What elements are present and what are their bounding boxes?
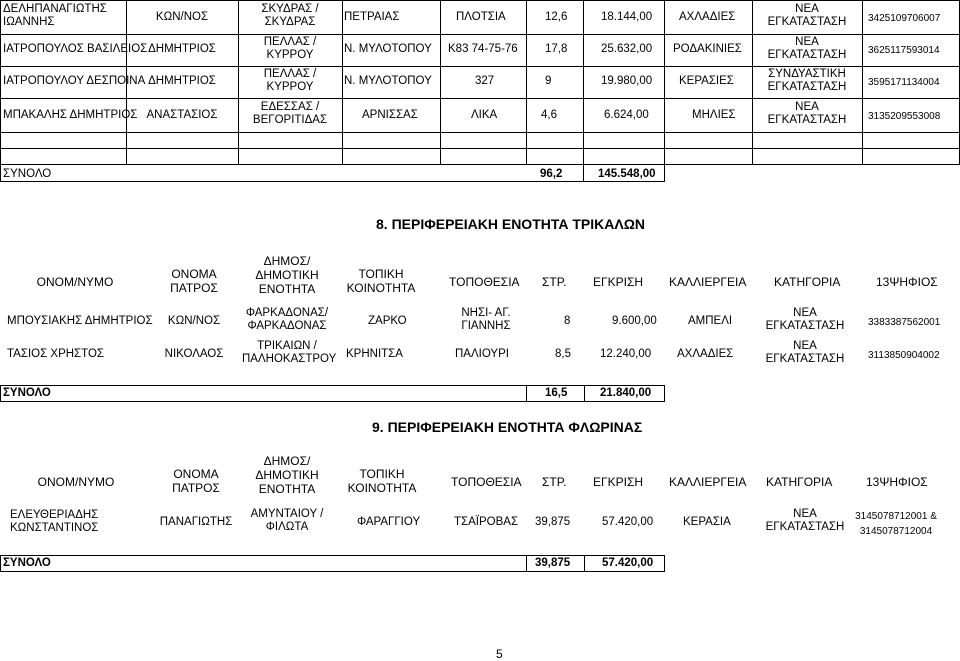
total-approval: 145.548,00	[598, 168, 656, 180]
total-approval: 21.840,00	[600, 387, 652, 399]
header-community: ΤΟΠΙΚΗ ΚΟΙΝΟΤΗΤΑ	[346, 267, 416, 295]
community-cell: ΠΕΤΡΑΙΑΣ	[344, 11, 400, 23]
section-9-title: 9. ΠΕΡΙΦΕΡΕΙΑΚΗ ΕΝΟΤΗΤΑ ΦΛΩΡΙΝΑΣ	[372, 419, 643, 435]
location-cell: ΠΛΟΤΣΙΑ	[456, 11, 506, 23]
location-cell: 327	[475, 75, 495, 87]
crop-cell: ΑΜΠΕΛΙ	[688, 315, 733, 327]
category-cell: ΝΕΑ ΕΓΚΑΤΑΣΤΑΣΗ	[767, 101, 847, 126]
category-cell: ΝΕΑ ΕΓΚΑΤΑΣΤΑΣΗ	[765, 307, 845, 332]
municipality-cell: ΣΚΥΔΡΑΣ / ΣΚΥΔΡΑΣ	[261, 3, 319, 28]
header-crop: ΚΑΛΛΙΕΡΓΕΙΑ	[669, 475, 747, 489]
afm-cell: 3145078712001 & 3145078712004	[855, 511, 937, 537]
area-cell: 8	[564, 315, 571, 327]
location-cell: ΠΑΛΙΟΥΡΙ	[455, 348, 509, 360]
community-cell: Ν. ΜΥΛΟΤΟΠΟΥ	[344, 43, 432, 55]
father-cell: ΚΩΝ/ΝΟΣ	[167, 315, 221, 327]
location-cell: ΤΣΑΪΡΟΒΑΣ	[454, 516, 519, 528]
father-cell: ΝΙΚΟΛΑΟΣ	[164, 348, 224, 360]
approval-cell: 12.240,00	[600, 348, 652, 360]
afm-cell: 3625117593014	[868, 45, 940, 56]
father-cell: ΑΝΑΣΤΑΣΙΟΣ	[146, 109, 218, 121]
municipality-cell: ΑΜΥΝΤΑΙΟΥ / ΦΙΛΩΤΑ	[250, 508, 324, 533]
community-cell: ΖΑΡΚΟ	[368, 315, 407, 327]
header-area: ΣΤΡ.	[542, 475, 567, 489]
father-cell: ΚΩΝ/ΝΟΣ	[155, 11, 209, 23]
name-cell: ΤΑΣΙΟΣ ΧΡΗΣΤΟΣ	[7, 348, 105, 360]
location-cell: ΝΗΣΙ- ΑΓ. ΓΙΑΝΝΗΣ	[461, 307, 511, 332]
total-label: ΣΥΝΟΛΟ	[3, 557, 51, 569]
category-cell: ΝΕΑ ΕΓΚΑΤΑΣΤΑΣΗ	[767, 3, 847, 28]
category-cell: ΝΕΑ ΕΓΚΑΤΑΣΤΑΣΗ	[767, 36, 847, 61]
header-community: ΤΟΠΙΚΗ ΚΟΙΝΟΤΗΤΑ	[347, 467, 417, 495]
category-cell: ΝΕΑ ΕΓΚΑΤΑΣΤΑΣΗ	[765, 508, 845, 533]
area-cell: 39,875	[535, 516, 571, 528]
crop-cell: ΑΧΛΑΔΙΕΣ	[677, 348, 734, 360]
name-cell: ΜΠΑΚΑΛΗΣ ΔΗΜΗΤΡΙΟΣ	[3, 109, 138, 121]
crop-cell: ΚΕΡΑΣΙΕΣ	[679, 75, 734, 87]
municipality-cell: ΠΕΛΛΑΣ / ΚΥΡΡΟΥ	[263, 68, 317, 93]
header-name: ΟΝΟΜ/ΝΥΜΟ	[36, 275, 114, 289]
header-father: ΟΝΟΜΑ ΠΑΤΡΟΣ	[172, 467, 220, 495]
area-cell: 4,6	[541, 109, 557, 121]
approval-cell: 57.420,00	[602, 516, 654, 528]
father-cell: ΠΑΝΑΓΙΩΤΗΣ	[159, 516, 233, 528]
name-cell: ΙΑΤΡΟΠΟΥΛΟΣ ΒΑΣΙΛΕΙΟΣ	[3, 43, 148, 55]
area-cell: 12,6	[545, 11, 568, 23]
header-approval: ΕΓΚΡΙΣΗ	[593, 475, 644, 489]
header-area: ΣΤΡ.	[542, 275, 567, 289]
total-label: ΣΥΝΟΛΟ	[3, 168, 52, 180]
municipality-cell: ΦΑΡΚΑΔΟΝΑΣ/ ΦΑΡΚΑΔΟΝΑΣ	[245, 307, 329, 332]
approval-cell: 18.144,00	[601, 11, 653, 23]
approval-cell: 6.624,00	[604, 109, 649, 121]
total-approval: 57.420,00	[602, 557, 654, 569]
approval-cell: 25.632,00	[601, 43, 653, 55]
header-crop: ΚΑΛΛΙΕΡΓΕΙΑ	[669, 275, 747, 289]
father-cell: ΔΗΜΗΤΡΙΟΣ	[148, 43, 216, 55]
crop-cell: ΚΕΡΑΣΙΑ	[683, 516, 731, 528]
community-cell: Ν. ΜΥΛΟΤΟΠΟΥ	[344, 75, 432, 87]
area-cell: 8,5	[555, 348, 571, 360]
crop-cell: ΑΧΛΑΔΙΕΣ	[679, 11, 736, 23]
name-cell: ΕΛΕΥΘΕΡΙΑΔΗΣ ΚΩΝΣΤΑΝΤΙΝΟΣ	[10, 509, 99, 534]
total-area: 16,5	[545, 387, 568, 399]
total-area: 96,2	[540, 168, 563, 180]
header-afm: 13ΨΗΦΙΟΣ	[866, 475, 928, 489]
section-8-title: 8. ΠΕΡΙΦΕΡΕΙΑΚΗ ΕΝΟΤΗΤΑ ΤΡΙΚΑΛΩΝ	[376, 216, 646, 232]
municipality-cell: ΕΔΕΣΣΑΣ / ΒΕΓΟΡΙΤΙΔΑΣ	[252, 101, 328, 126]
municipality-cell: ΤΡΙΚΑΙΩΝ / ΠΑΛΗΟΚΑΣΤΡΟΥ	[242, 340, 337, 365]
header-approval: ΕΓΚΡΙΣΗ	[593, 275, 644, 289]
afm-cell: 3425109706007	[868, 13, 941, 24]
header-category: ΚΑΤΗΓΟΡΙΑ	[774, 275, 841, 289]
crop-cell: ΡΟΔΑΚΙΝΙΕΣ	[673, 43, 742, 55]
header-afm: 13ΨΗΦΙΟΣ	[876, 275, 938, 289]
afm-cell: 3595171134004	[868, 77, 940, 88]
header-location: ΤΟΠΟΘΕΣΙΑ	[451, 475, 522, 489]
location-cell: Κ83 74-75-76	[448, 43, 518, 55]
category-cell: ΝΕΑ ΕΓΚΑΤΑΣΤΑΣΗ	[765, 340, 845, 365]
header-father: ΟΝΟΜΑ ΠΑΤΡΟΣ	[170, 267, 218, 295]
header-category: ΚΑΤΗΓΟΡΙΑ	[766, 475, 833, 489]
total-label: ΣΥΝΟΛΟ	[3, 387, 51, 399]
area-cell: 9	[545, 75, 552, 87]
approval-cell: 19.980,00	[601, 75, 653, 87]
header-municipality: ΔΗΜΟΣ/ ΔΗΜΟΤΙΚΗ ΕΝΟΤΗΤΑ	[255, 454, 319, 496]
approval-cell: 9.600,00	[612, 315, 657, 327]
father-cell: ΔΗΜΗΤΡΙΟΣ	[148, 75, 216, 87]
location-cell: ΛΙΚΑ	[471, 109, 498, 121]
page-number: 5	[496, 647, 503, 661]
afm-cell: 3383387562001	[868, 317, 941, 328]
category-cell: ΣΥΝΔΥΑΣΤΙΚΗ ΕΓΚΑΤΑΣΤΑΣΗ	[767, 68, 847, 93]
area-cell: 17,8	[545, 43, 568, 55]
afm-cell: 3135209553008	[868, 111, 941, 122]
crop-cell: ΜΗΛΙΕΣ	[692, 109, 736, 121]
header-municipality: ΔΗΜΟΣ/ ΔΗΜΟΤΙΚΗ ΕΝΟΤΗΤΑ	[255, 254, 319, 296]
name-cell: ΔΕΛΗΠΑΝΑΓΙΩΤΗΣ ΙΩΑΝΝΗΣ	[3, 3, 107, 28]
community-cell: ΦΑΡΑΓΓΙΟΥ	[357, 516, 421, 528]
community-cell: ΑΡΝΙΣΣΑΣ	[362, 109, 418, 121]
name-cell: ΙΑΤΡΟΠΟΥΛΟΥ ΔΕΣΠΟΙΝΑ	[3, 75, 146, 87]
afm-cell: 3113850904002	[868, 350, 940, 361]
community-cell: ΚΡΗΝΙΤΣΑ	[346, 348, 403, 360]
header-name: ΟΝΟΜ/ΝΥΜΟ	[37, 475, 115, 489]
municipality-cell: ΠΕΛΛΑΣ / ΚΥΡΡΟΥ	[263, 36, 317, 61]
total-area: 39,875	[535, 557, 571, 569]
name-cell: ΜΠΟΥΣΙΑΚΗΣ ΔΗΜΗΤΡΙΟΣ	[7, 315, 153, 327]
header-location: ΤΟΠΟΘΕΣΙΑ	[449, 275, 520, 289]
